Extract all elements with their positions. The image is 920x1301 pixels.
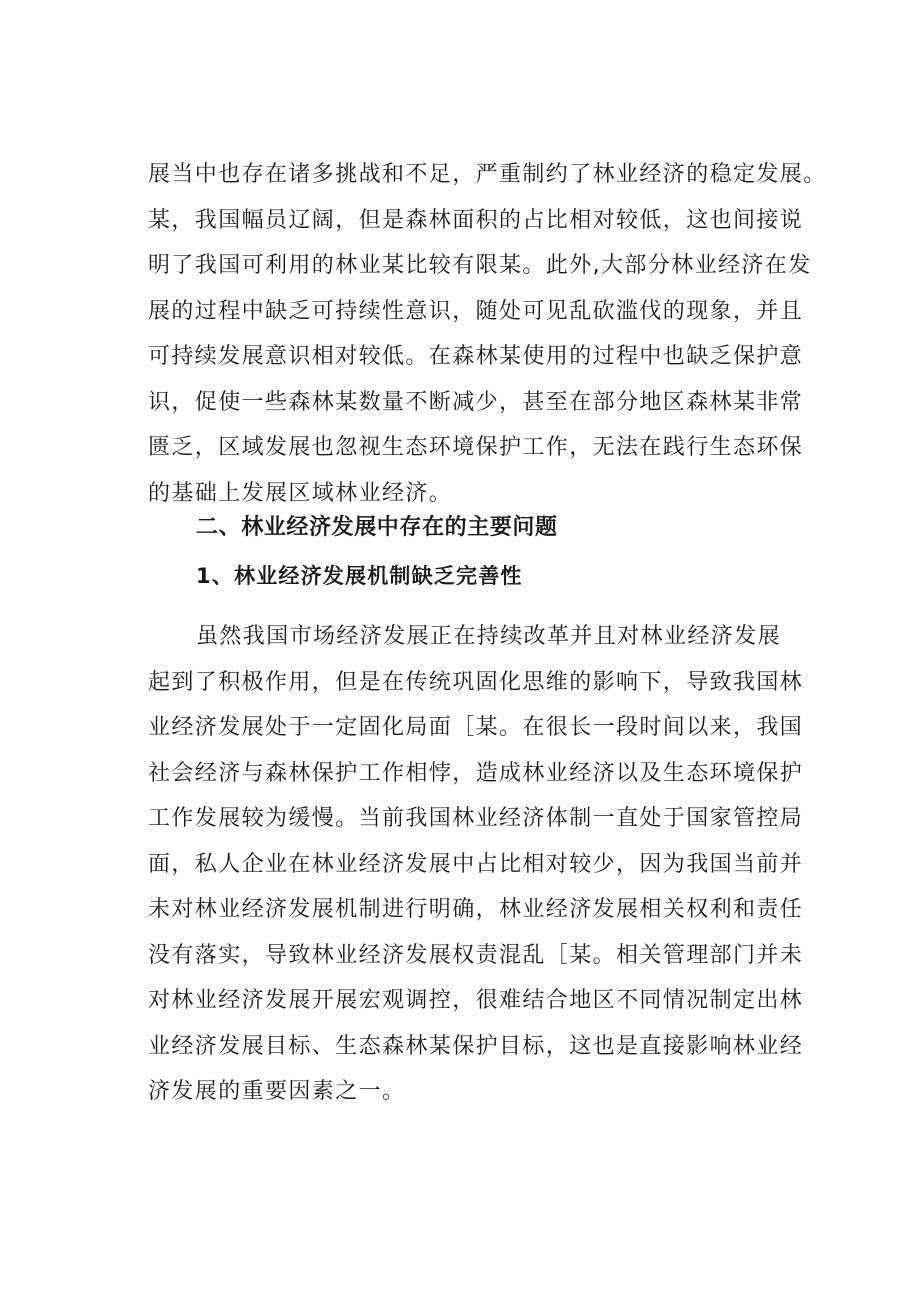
paragraph-line: 识，促使一些森林某数量不断减少，甚至在部分地区森林某非常	[148, 389, 804, 415]
paragraph-line: 的基础上发展区域林业经济。	[148, 480, 453, 506]
paragraph-line: 匮乏，区域发展也忽视生态环境保护工作，无法在践行生态环保	[148, 435, 804, 460]
paragraph-line: 未对林业经济发展机制进行明确，林业经济发展相关权利和责任	[148, 897, 804, 922]
subsection-heading: 1、林业经济发展机制缺乏完善性	[196, 564, 523, 588]
paragraph-line: 业经济发展处于一定固化局面［某。在很长一段时间以来，我国	[148, 715, 804, 740]
paragraph-body	[148, 614, 804, 1115]
paragraph-line: 展的过程中缺乏可持续性意识，随处可见乱砍滥伐的现象，并且	[148, 298, 804, 324]
paragraph-line: 对林业经济发展开展宏观调控，很难结合地区不同情况制定出林	[148, 988, 804, 1013]
paragraph-line: 社会经济与森林保护工作相悖，造成林业经济以及生态环境保护	[148, 760, 804, 786]
paragraph-line: 展当中也存在诸多挑战和不足，严重制约了林业经济的稳定发展。	[148, 162, 827, 187]
paragraph-line: 没有落实，导致林业经济发展权责混乱［某。相关管理部门并未	[148, 942, 804, 968]
paragraph-line: 业经济发展目标、生态森林某保护目标，这也是直接影响林业经	[148, 1033, 804, 1059]
paragraph-line: 起到了积极作用，但是在传统巩固化思维的影响下，导致我国林	[148, 669, 804, 695]
paragraph-line: 可持续发展意识相对较低。在森林某使用的过程中也缺乏保护意	[148, 344, 804, 369]
paragraph-line: 某，我国幅员辽阔，但是森林面积的占比相对较低，这也间接说	[148, 207, 804, 233]
paragraph-line: 明了我国可利用的林业某比较有限某。此外,大部分林业经济在发	[148, 253, 812, 278]
paragraph-line: 虽然我国市场经济发展正在持续改革并且对林业经济发展	[196, 624, 782, 649]
paragraph-line: 济发展的重要因素之一。	[148, 1079, 406, 1104]
paragraph-line: 工作发展较为缓慢。当前我国林业经济体制一直处于国家管控局	[148, 806, 804, 831]
paragraph-line: 面，私人企业在林业经济发展中占比相对较少，因为我国当前并	[148, 851, 804, 877]
paragraph-continuation	[148, 152, 827, 516]
section-heading: 二、林业经济发展中存在的主要问题	[196, 515, 558, 540]
